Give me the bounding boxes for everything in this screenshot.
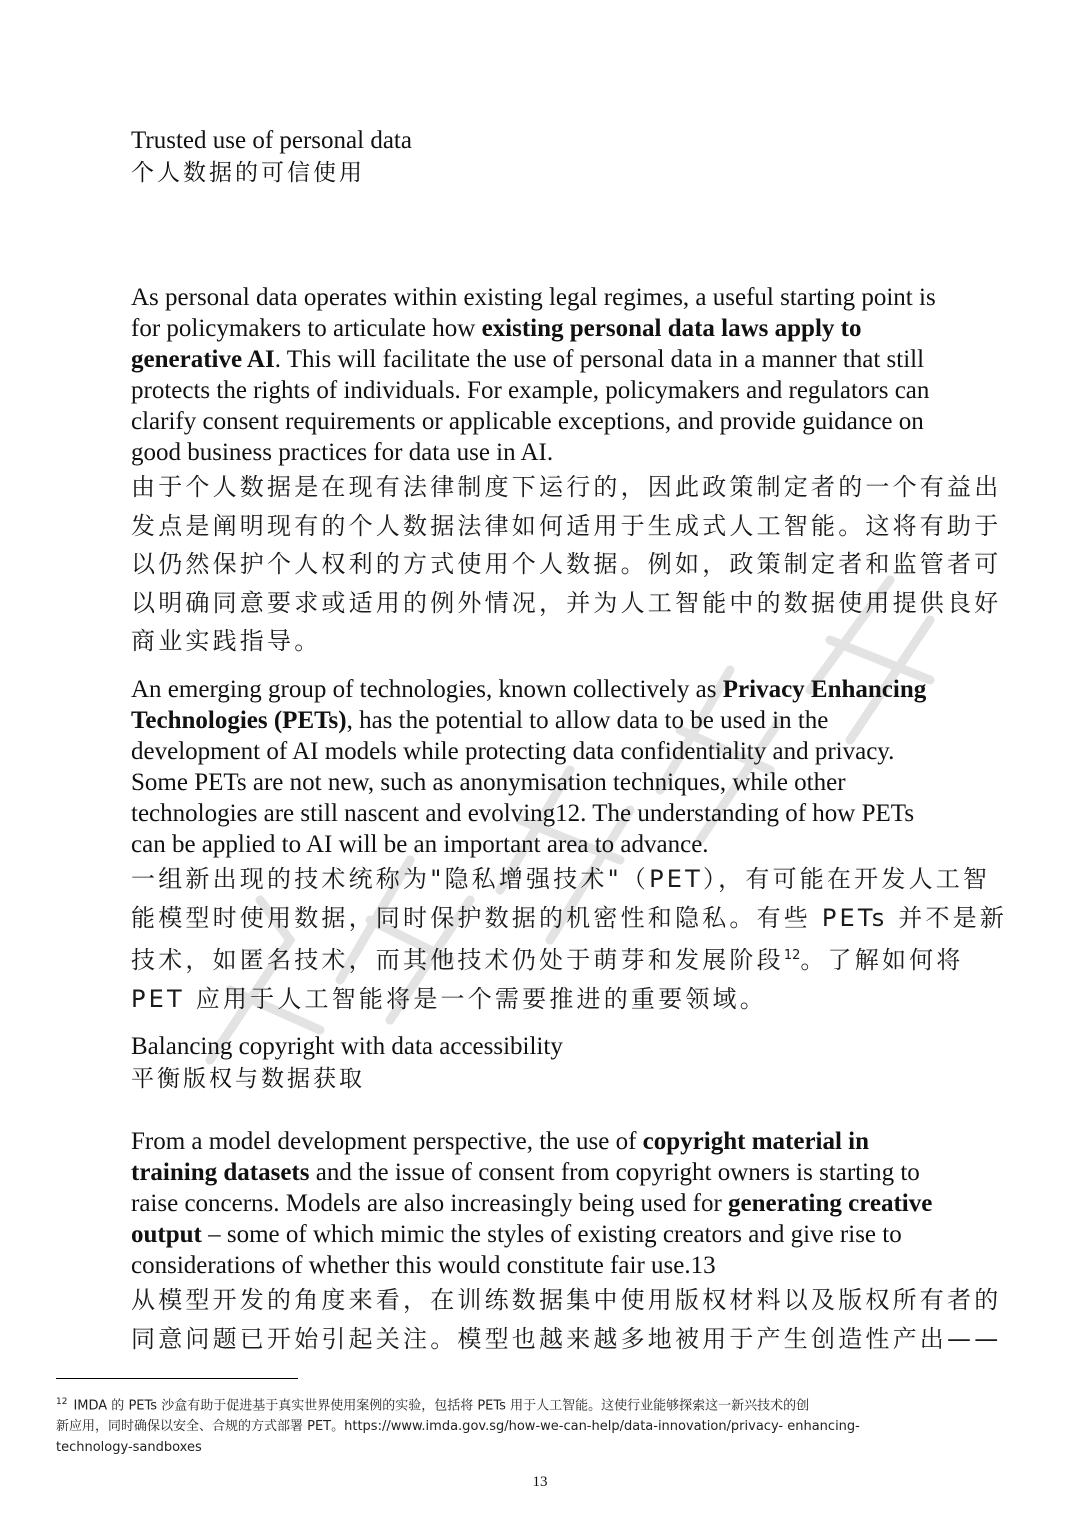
text-line-chinese: PET 应用于人工智能将是一个需要推进的重要领域。	[131, 984, 767, 1013]
bold-phrase: Privacy Enhancing	[722, 676, 927, 703]
text-line: development of AI models while protecting data confidentiality and privacy.	[131, 738, 895, 765]
paragraph-personal-data-laws	[131, 282, 1011, 661]
text-line: good business practices for data use in AI.	[131, 439, 554, 466]
text-line-chinese: 商业实践指导。	[131, 627, 322, 655]
bold-phrase: generating creative	[728, 1190, 933, 1217]
text-line: generative AI. This will facilitate the use of personal data in a manner that still	[131, 346, 925, 373]
bold-phrase: output	[131, 1221, 202, 1248]
bold-phrase: generative AI	[131, 346, 275, 373]
text-line: technologies are still nascent and evolving12. The understanding of how PETs	[131, 800, 915, 827]
text-line: training datasets and the issue of consent from copyright owners is starting to	[131, 1159, 920, 1186]
text-line: From a model development perspective, the use of copyright material in	[131, 1128, 870, 1155]
text-line: considerations of whether this would constitute fair use.13	[131, 1252, 716, 1279]
text-line-chinese: 发点是阐明现有的个人数据法律如何适用于生成式人工智能。这将有助于	[131, 511, 1002, 540]
footnote-line: technology-sandboxes	[56, 1440, 202, 1456]
text-line: protects the rights of individuals. For example, policymakers and regulators can	[131, 377, 930, 404]
footnote-reference: 12	[783, 948, 801, 963]
section-heading-personal-data	[131, 125, 1011, 190]
text-line: for policymakers to articulate how existing personal data laws apply to	[131, 315, 862, 342]
heading-english: Trusted use of personal data	[131, 127, 412, 154]
bold-phrase: copyright material in	[642, 1128, 870, 1155]
footnote-line: 新应用，同时确保以安全、合规的方式部署 PET。https://www.imda.gov.sg/how-we-can-help/data-innovation/privacy- enhancing-	[56, 1419, 860, 1435]
text-line-chinese: 由于个人数据是在现有法律制度下运行的，因此政策制定者的一个有益出	[131, 473, 1002, 501]
bold-phrase: existing personal data laws apply to	[481, 315, 862, 342]
text-line: Some PETs are not new, such as anonymisation techniques, while other	[131, 769, 846, 796]
heading-chinese: 个人数据的可信使用	[131, 160, 365, 186]
section-heading-copyright	[131, 1031, 1011, 1096]
page-number: 13	[532, 1474, 548, 1490]
paragraph-copyright	[131, 1126, 1011, 1358]
text-line-chinese: 从模型开发的角度来看，在训练数据集中使用版权材料以及版权所有者的	[131, 1286, 1002, 1314]
footnote	[56, 1392, 1036, 1458]
text-line: can be applied to AI will be an important area to advance.	[131, 831, 709, 858]
text-line: Technologies (PETs), has the potential to allow data to be used in the	[131, 707, 829, 734]
heading-english: Balancing copyright with data accessibility	[131, 1033, 563, 1060]
text-line-chinese: 能模型时使用数据，同时保护数据的机密性和隐私。有些 PETs 并不是新	[131, 903, 1008, 932]
bold-phrase: Technologies (PETs)	[131, 707, 347, 734]
text-line: raise concerns. Models are also increasingly being used for generating creative	[131, 1190, 933, 1217]
text-line-chinese: 以仍然保护个人权利的方式使用个人数据。例如，政策制定者和监管者可	[131, 550, 1002, 578]
footnote-line: $^{12}$ IMDA 的 PETs 沙盒有助于促进基于真实世界使用案例的实验，包括将 PETs 用于人工智能。这使行业能够探索这一新兴技术的创	[56, 1397, 810, 1414]
paragraph-pets	[131, 674, 1011, 1018]
text-line-chinese: 一组新出现的技术统称为"隐私增强技术"（PET），有可能在开发人工智	[131, 865, 991, 893]
text-line: clarify consent requirements or applicable exceptions, and provide guidance on	[131, 408, 924, 435]
bold-phrase: training datasets	[131, 1159, 310, 1186]
footnote-divider	[56, 1378, 298, 1379]
text-line-chinese: 同意问题已开始引起关注。模型也越来越多地被用于产生创造性产出——	[131, 1324, 1002, 1353]
text-line: output – some of which mimic the styles of existing creators and give rise to	[131, 1221, 902, 1248]
text-line: An emerging group of technologies, known collectively as Privacy Enhancing	[131, 676, 927, 703]
text-line-chinese: 以明确同意要求或适用的例外情况，并为人工智能中的数据使用提供良好	[131, 588, 1002, 617]
text-line-chinese: 技术，如匿名技术，而其他技术仍处于萌芽和发展阶段$^{12}$。了解如何将	[131, 946, 964, 974]
footnote-mark: 12	[56, 1397, 68, 1407]
heading-chinese: 平衡版权与数据获取	[131, 1066, 365, 1092]
text-line: As personal data operates within existing legal regimes, a useful starting point is	[131, 284, 936, 311]
